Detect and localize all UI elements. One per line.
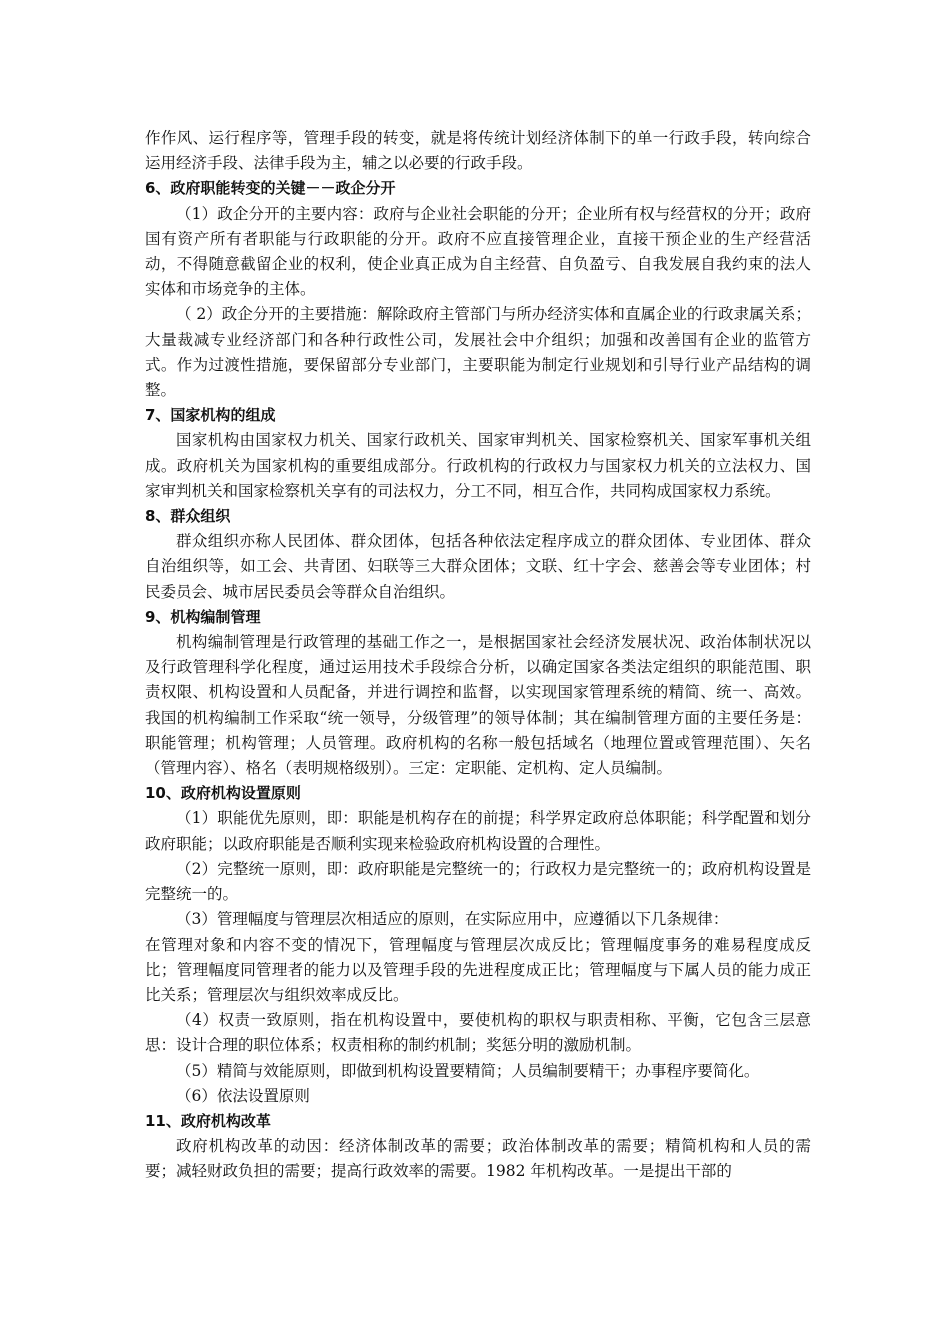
paragraph: 国家机构由国家权力机关、国家行政机关、国家审判机关、国家检察机关、国家军事机关组成。政府机关为国家机构的重要组成部分。行政机构的行政权力与国家权力机关的立法权力、国家审判机关和国家检察机关享有的司法权力，分工不同，相互合作，共同构成国家权力系统。 — [145, 431, 811, 500]
paragraph: （1）职能优先原则，即：职能是机构存在的前提；科学界定政府总体职能；科学配置和划分政府职能；以政府职能是否顺利实现来检验政府机构设置的合理性。 — [145, 809, 811, 853]
paragraph: （4）权责一致原则，指在机构设置中，要使机构的职权与职责相称、平衡，它包含三层意思：设计合理的职位体系；权责相称的制约机制；奖惩分明的激励机制。 — [145, 1011, 811, 1055]
paragraph: （5）精简与效能原则，即做到机构设置要精简；人员编制要精干；办事程序要简化。 — [176, 1061, 760, 1080]
paragraph: 群众组织亦称人民团体、群众团体，包括各种依法定程序成立的群众团体、专业团体、群众自治组织等，如工会、共青团、妇联等三大群众团体；文联、红十字会、慈善会等专业团体；村民委员会、城市居民委员会等群众自治组织。 — [145, 532, 811, 601]
section-heading: 9、机构编制管理 — [145, 607, 261, 626]
paragraph: 作作风、运行程序等，管理手段的转变，就是将传统计划经济体制下的单一行政手段，转向综合运用经济手段、法律手段为主，辅之以必要的行政手段。 — [145, 129, 811, 173]
paragraph: （1）政企分开的主要内容：政府与企业社会职能的分开；企业所有权与经营权的分开；政府国有资产所有者职能与行政职能的分开。政府不应直接管理企业，直接干预企业的生产经营活动，不得随意截留企业的权利，使企业真正成为自主经营、自负盈亏、自我发展自我约束的法人实体和市场竞争的主体。 — [145, 204, 811, 299]
paragraph: 机构编制管理是行政管理的基础工作之一，是根据国家社会经济发展状况、政治体制状况以及行政管理科学化程度，通过运用技术手段综合分析，以确定国家各类法定组织的职能范围、职责权限、机构设置和人员配备，并进行调控和监督，以实现国家管理系统的精简、统一、高效。我国的机构编制工作采取“统一领导，分级管理”的领导体制；其在编制管理方面的主要任务是：职能管理；机构管理；人员管理。政府机构的名称一般包括域名（地理位置或管理范围）、矢名（管理内容）、格名（表明规格级别）。三定：定职能、定机构、定人员编制。 — [145, 633, 811, 778]
paragraph: （2）完整统一原则，即：政府职能是完整统一的；行政权力是完整统一的；政府机构设置是完整统一的。 — [145, 859, 811, 904]
section-heading: 6、政府职能转变的关键－－政企分开 — [145, 179, 396, 198]
paragraph: 政府机构改革的动因：经济体制改革的需要；政治体制改革的需要；精简机构和人员的需要；减轻财政负担的需要；提高行政效率的需要。1982 年机构改革。一是提出干部的 — [145, 1137, 811, 1181]
paragraph: （6）依法设置原则 — [176, 1086, 310, 1105]
paragraph: （ 2）政企分开的主要措施：解除政府主管部门与所办经济实体和直属企业的行政隶属关系；大量裁减专业经济部门和各种行政性公司，发展社会中介组织；加强和改善国有企业的监管方式。作为过渡性措施，要保留部分专业部门，主要职能为制定行业规划和引导行业产品结构的调整。 — [145, 305, 811, 400]
section-heading: 10、政府机构设置原则 — [145, 784, 301, 803]
document-page — [145, 126, 811, 1185]
paragraph: （3）管理幅度与管理层次相适应的原则，在实际应用中，应遵循以下几条规律： — [176, 910, 729, 929]
section-heading: 8、群众组织 — [145, 507, 231, 526]
paragraph: 在管理对象和内容不变的情况下，管理幅度与管理层次成反比；管理幅度事务的难易程度成反比；管理幅度同管理者的能力以及管理手段的先进程度成正比；管理幅度与下属人员的能力成正比关系；管理层次与组织效率成反比。 — [145, 935, 811, 1004]
section-heading: 7、国家机构的组成 — [145, 406, 276, 425]
section-heading: 11、政府机构改革 — [145, 1111, 271, 1130]
